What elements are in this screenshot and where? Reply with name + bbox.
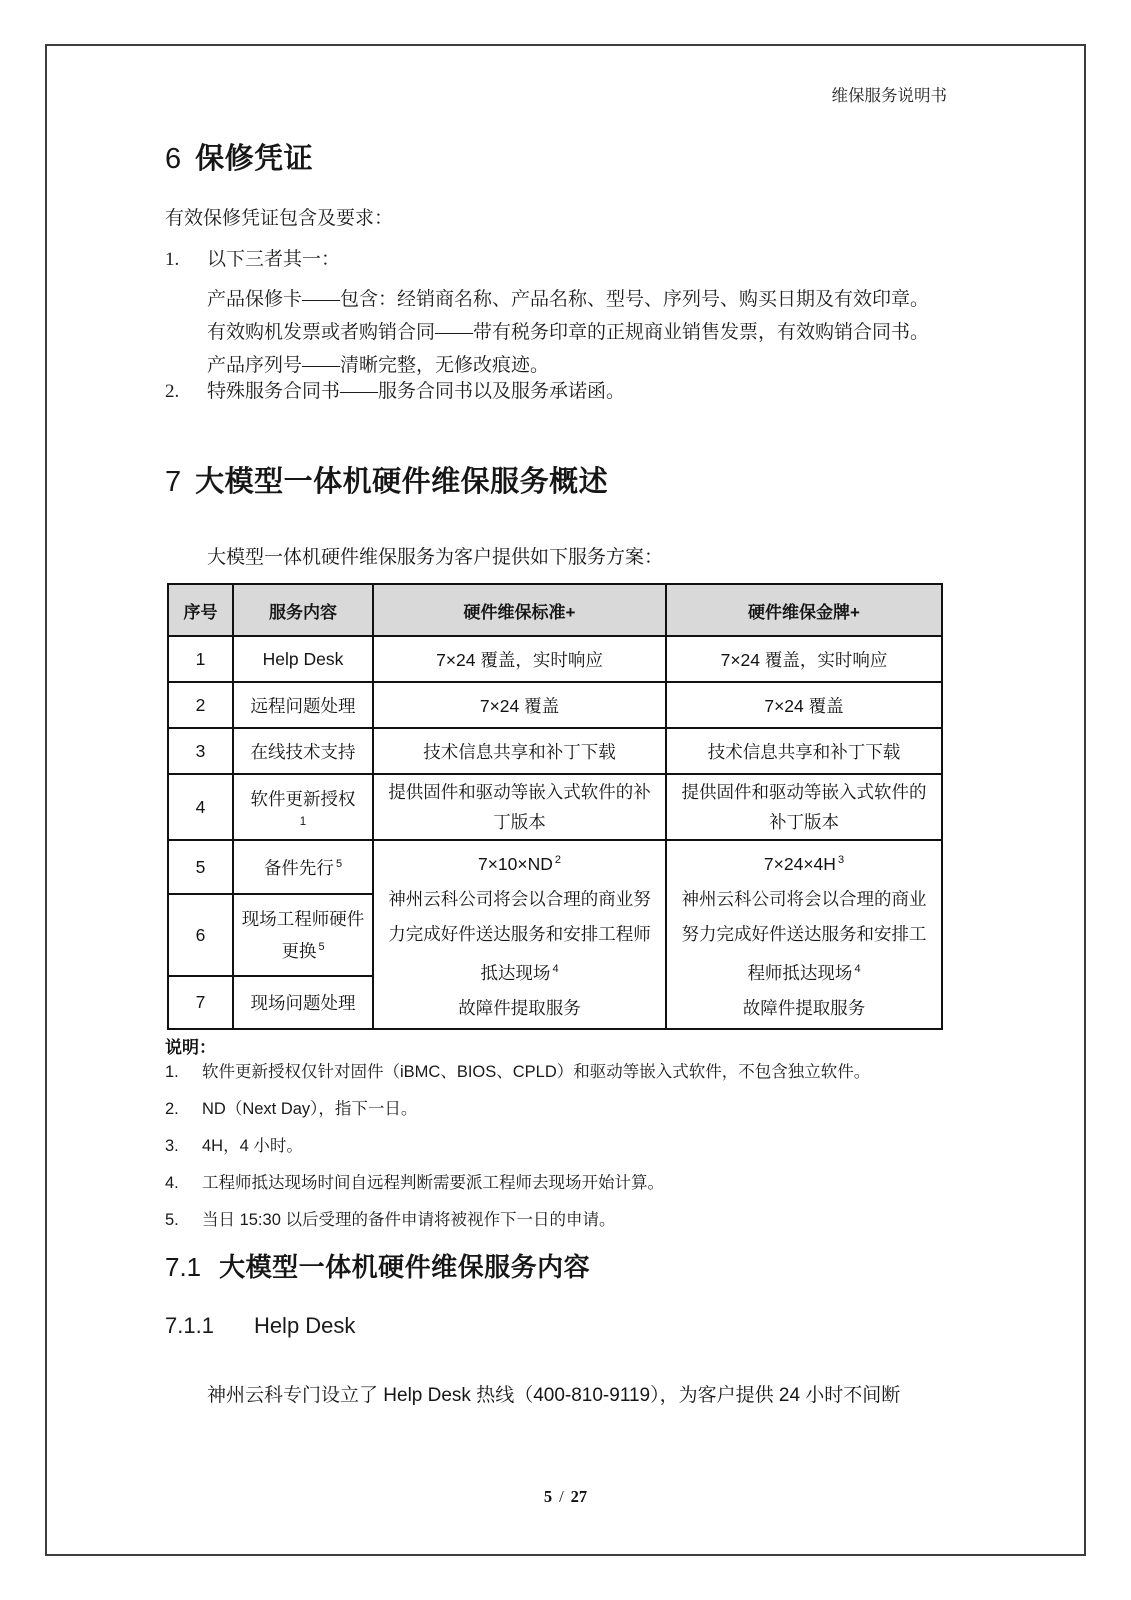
table-row [168,840,942,894]
cell-service: 在线技术支持 [233,728,373,774]
cell-no: 6 [168,894,233,975]
cell-no: 7 [168,976,233,1029]
sla-text: 7×24×4H [763,853,836,874]
cell-standard: 技术信息共享和补丁下载 [373,728,666,774]
section-7-1-1-number: 7.1.1 [165,1313,214,1338]
section-6-title: 保修凭证 [195,143,314,175]
section-7-heading [165,459,608,500]
note-item [165,1098,947,1121]
detail-line: 有效购机发票或者购销合同——带有税务印章的正规商业销售发票，有效购销合同书。 [207,322,930,343]
cell-no: 3 [168,728,233,774]
effort-text: 神州云科公司将会以合理的商业努力完成好件送达服务和安排工程师抵达现场 [681,888,927,983]
detail-line: 产品序列号——清晰完整，无修改痕迹。 [207,355,550,376]
cell-service-footnote: 5 [318,940,325,953]
section-6-intro: 有效保修凭证包含及要求： [165,208,394,229]
section-7-1-1-heading [165,1313,355,1339]
merged-line-effort [380,882,659,991]
section-7-1-number: 7.1 [165,1252,202,1282]
sla-footnote: 3 [837,854,845,866]
col-header-gold: 硬件维保金牌+ [666,584,942,636]
merged-line-pickup: 故障件提取服务 [742,997,866,1018]
running-header: 维保服务说明书 [831,86,947,105]
body-paragraph: 神州云科专门设立了 Help Desk 热线（400-810-9119），为客户提供 24 小时不间断 [207,1385,901,1406]
note-text: 工程师抵达现场时间自远程判断需要派工程师去现场开始计算。 [202,1174,664,1192]
note-item [165,1209,947,1232]
cell-service-text: 备件先行 [263,857,334,878]
table-header-row [168,584,942,636]
sla-text: 7×10×ND [477,853,553,874]
effort-footnote: 4 [854,962,861,975]
cell-standard: 7×24 覆盖，实时响应 [373,636,666,682]
section-6-heading [165,136,313,177]
col-header-no: 序号 [168,584,233,636]
cell-standard: 7×24 覆盖 [373,682,666,728]
table-row [168,728,942,774]
sla-footnote: 2 [554,854,562,866]
list-item-1-detail [207,283,947,382]
col-header-service: 服务内容 [233,584,373,636]
cell-service [233,774,373,840]
cell-gold: 7×24 覆盖，实时响应 [666,636,942,682]
cell-service [233,840,373,894]
effort-footnote: 4 [552,962,559,975]
note-number: 5. [165,1211,179,1229]
notes-label: 说明： [165,1038,216,1057]
note-text: 软件更新授权仅针对固件（iBMC、BIOS、CPLD）和驱动等嵌入式软件，不包含独立软件。 [202,1063,871,1081]
note-number: 3. [165,1137,179,1155]
cell-service: Help Desk [233,636,373,682]
section-6-number: 6 [165,143,182,175]
list-item-2 [165,376,947,403]
note-item [165,1135,947,1158]
note-item [165,1172,947,1195]
table-row [168,774,942,840]
note-number: 2. [165,1100,179,1118]
note-item [165,1061,947,1084]
section-7-title: 大模型一体机硬件维保服务概述 [195,466,609,498]
page-footer [0,1487,1131,1507]
footer-current-page: 5 [543,1487,553,1506]
merged-line-pickup: 故障件提取服务 [458,997,581,1018]
cell-gold-merged [666,840,942,1029]
footer-separator: / [559,1487,564,1506]
cell-no: 2 [168,682,233,728]
cell-gold: 7×24 覆盖 [666,682,942,728]
list-item-2-number: 2. [165,381,180,402]
list-item-2-text: 特殊服务合同书——服务合同书以及服务承诺函。 [207,381,626,402]
service-plan-table [167,583,943,1030]
cell-standard-merged [373,840,666,1029]
list-item-1 [165,244,947,271]
list-item-1-number: 1. [165,249,180,270]
note-number: 4. [165,1174,179,1192]
footer-total-pages: 27 [570,1487,588,1506]
cell-service: 远程问题处理 [233,682,373,728]
cell-no: 4 [168,774,233,840]
cell-no: 1 [168,636,233,682]
cell-service-footnote: 1 [299,816,307,828]
cell-service: 现场问题处理 [233,976,373,1029]
table-row [168,636,942,682]
merged-line-sla [380,843,659,882]
notes-list [165,1061,947,1246]
cell-service-text: 软件更新授权 [250,789,356,809]
section-7-1-1-title: Help Desk [253,1313,356,1338]
col-header-standard: 硬件维保标准+ [373,584,666,636]
note-text: ND（Next Day），指下一日。 [202,1100,418,1118]
note-number: 1. [165,1063,179,1081]
list-item-1-text: 以下三者其一： [207,249,341,270]
cell-service-text: 现场工程师硬件更换 [241,908,365,961]
cell-gold: 技术信息共享和补丁下载 [666,728,942,774]
cell-no: 5 [168,840,233,894]
table-row [168,682,942,728]
merged-line-effort [673,882,935,991]
section-7-1-heading [165,1247,590,1284]
cell-gold: 提供固件和驱动等嵌入式软件的补丁版本 [666,774,942,840]
detail-line: 产品保修卡——包含：经销商名称、产品名称、型号、序列号、购买日期及有效印章。 [207,289,930,310]
section-7-number: 7 [165,466,182,498]
effort-text: 神州云科公司将会以合理的商业努力完成好件送达服务和安排工程师抵达现场 [388,888,651,983]
cell-service-footnote: 5 [335,857,343,870]
section-7-1-title: 大模型一体机硬件维保服务内容 [219,1252,591,1282]
merged-line-sla [673,843,935,882]
note-text: 4H，4 小时。 [202,1137,303,1155]
section-7-intro: 大模型一体机硬件维保服务为客户提供如下服务方案： [207,547,664,568]
note-text: 当日 15:30 以后受理的备件申请将被视作下一日的申请。 [202,1211,616,1229]
cell-service [233,894,373,975]
cell-standard: 提供固件和驱动等嵌入式软件的补丁版本 [373,774,666,840]
